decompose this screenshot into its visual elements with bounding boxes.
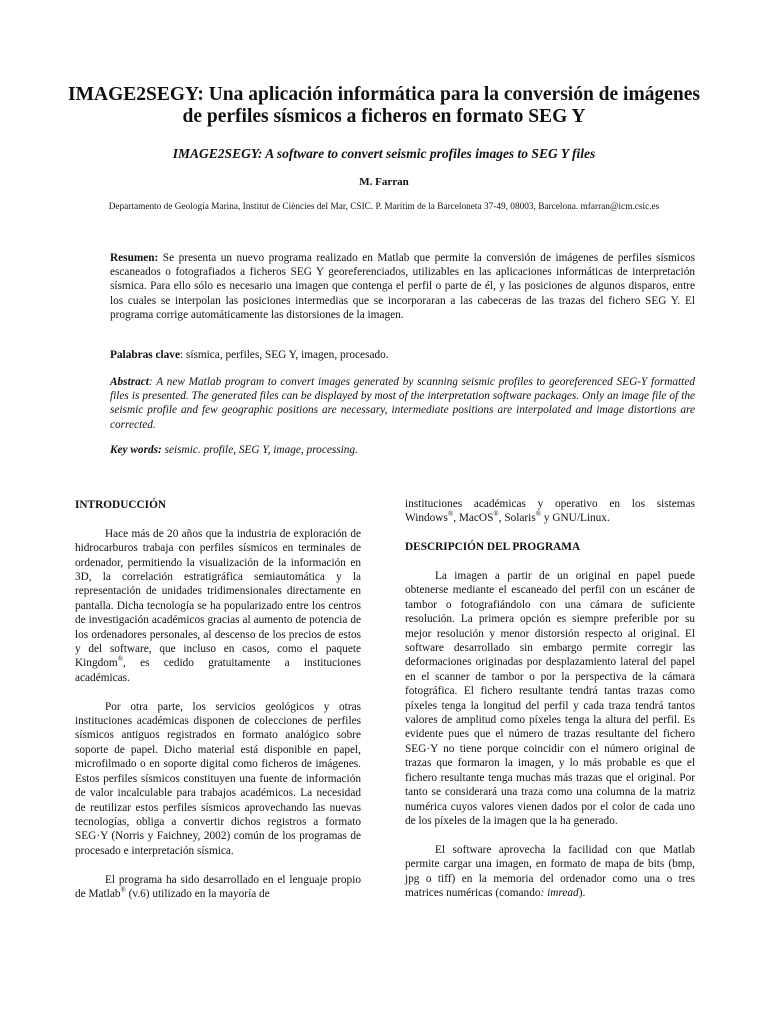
author-affiliation: Departamento de Geología Marina, Institut de Ciències del Mar, CSIC. P. Marítim de la Barceloneta 37-49, 08003, Barcelona. mfarran@icm.csic.es <box>108 202 660 212</box>
right-continuation-paragraph <box>405 497 695 526</box>
desc-p2-text: El software aprovecha la facilidad con que Matlab permite cargar una imagen, en formato de mapa de bits (bmp, jpg o tiff) en la memoria del ordenador como una o tres matrices numéricas (comando <box>405 843 695 899</box>
abstract-label: Abstract <box>110 376 149 388</box>
intro-p1-text: Hace más de 20 años que la industria de exploración de hidrocarburos trabaja con perfiles sísmicos en terminales de ordenador, permitiendo la visualización de la información en 3D, la correlación estratigráfica semiautomática y la representación de unidades tridimensionales directamente en pantalla. Dicha tecnología se ha popularizado entre los centros de investigación académicos gracias al aumento de potencia de los ordenadores personales, al descenso de los precios de estos y del software, que incluso en casos, como el paquete Kingdom <box>75 527 361 670</box>
palabras-clave-paragraph <box>110 348 695 362</box>
keywords-label: Key words: <box>110 444 162 456</box>
cont-text-a: instituciones académicas y operativo en los sistemas Windows <box>405 498 695 525</box>
palabras-clave-label: Palabras clave <box>110 349 180 361</box>
registered-mark: ® <box>493 510 499 519</box>
desc-p2-text-end: ). <box>578 886 586 899</box>
palabras-clave-text: : sísmica, perfiles, SEG Y, imagen, procesado. <box>179 349 389 361</box>
intro-p3-text-end: (v.6) utilizado en la mayoría de <box>125 887 270 900</box>
descripcion-paragraph-2 <box>405 843 695 901</box>
keywords-paragraph <box>110 443 695 457</box>
left-column <box>75 498 361 901</box>
registered-mark: ® <box>535 510 542 519</box>
section-heading-descripcion: DESCRIPCIÓN DEL PROGRAMA <box>405 541 581 554</box>
descripcion-paragraph-1: La imagen a partir de un original en papel puede obtenerse mediante el escaneado del perfil con un escáner de tambor o fotografiándolo con una cámara de suficiente resolución. La primera opción es siempre preferible por su mejor resolución y menor distorsión respecto al original. El software desarrollado sin embargo permite corregir las deformaciones originadas por desplazamiento lateral del papel en el scanner de tambor o por la perspectiva de la cámara fotográfica. El fichero resultante tendrá tantas trazas como píxeles tenga la longitud del perfil y cada traza tendrá tantos valores de amplitud como píxeles tenga la altura del perfil. Es evidente pues que el número de trazas resultante del fichero SEG·Y no tiene porque coincidir con el número original de trazas que formaron la imagen, y lo más probable es que el fichero resultante tenga muchas más trazas que el original. Por tanto se considerará una traza como una columna de la matriz numérica cuyos valores vienen dados por el color de cada uno de los píxeles de la imagen que la ha generado. <box>405 570 695 827</box>
keywords-text: seismic. profile, SEG Y, image, processing. <box>161 444 358 456</box>
cont-text-b: , MacOS <box>453 512 494 525</box>
resumen-label: Resumen: <box>110 252 159 264</box>
registered-mark: ® <box>447 510 454 519</box>
abstract-paragraph <box>110 375 695 432</box>
abstract-text: : A new Matlab program to convert images generated by scanning seismic profiles to georeferenced SEG-Y formatted files is presented. The generated files can be displayed by most of the interpretation software packages. Only an image file of the seismic profile and few geographic positions are necessary, intermediate positions are interpolated and image distortions are corrected. <box>110 376 695 431</box>
right-column <box>405 497 695 900</box>
intro-paragraph-3 <box>75 873 361 902</box>
registered-mark: ® <box>120 886 126 895</box>
cont-text-d: y GNU/Linux. <box>541 512 610 525</box>
registered-mark: ® <box>117 655 124 664</box>
paper-title: IMAGE2SEGY: Una aplicación informática para la conversión de imágenes de perfiles sísmicos a ficheros en formato SEG Y <box>68 84 700 127</box>
intro-p3-text: El programa ha sido desarrollado en el lenguaje propio de Matlab <box>75 873 361 900</box>
intro-paragraph-1 <box>75 527 361 685</box>
intro-p1-text-end: , es cedido gratuitamente a instituciones académicas. <box>75 657 361 684</box>
section-heading-introduccion: INTRODUCCIÓN <box>75 499 167 511</box>
resumen-paragraph <box>110 251 695 322</box>
resumen-text: Se presenta un nuevo programa realizado en Matlab que permite la conversión de imágenes de perfiles sísmicos escaneados o fotografiados a ficheros SEG Y georeferenciados, utilizables en las aplicaciones informáticas de interpretación sísmica. Para ello sólo es necesario una imagen que contenga el perfil o parte de él, y las posiciones de algunos disparos, entre los cuales se interpolan las posiciones intermedias que se incorporaran a las cabeceras de las trazas del fichero SEG Y. El programa corrige automáticamente las distorsiones de la imagen. <box>110 252 695 321</box>
paper-subtitle: IMAGE2SEGY: A software to convert seismic profiles images to SEG Y files <box>172 146 596 161</box>
cont-text-c: , Solaris <box>498 512 536 525</box>
intro-paragraph-2: Por otra parte, los servicios geológicos y otras instituciones académicas disponen de colecciones de perfiles sísmicos antiguos registrados en formato analógico sobre soporte de papel. Dicho material está disponible en papel, microfilmado o en soporte digital como ficheros de imágenes. Estos perfiles sísmicos constituyen una fuente de información de valor incalculable para trabajos académicos. La necesidad de reutilizar estos perfiles sísmicos aprovechando las nuevas tecnologías, obliga a convertir dichos registros a formato SEG·Y (Norris y Faichney, 2002) común de los programas de procesado e interpretación sísmica. <box>75 700 361 857</box>
imread-command: : imread <box>540 886 579 899</box>
author-name: M. Farran <box>359 176 409 188</box>
